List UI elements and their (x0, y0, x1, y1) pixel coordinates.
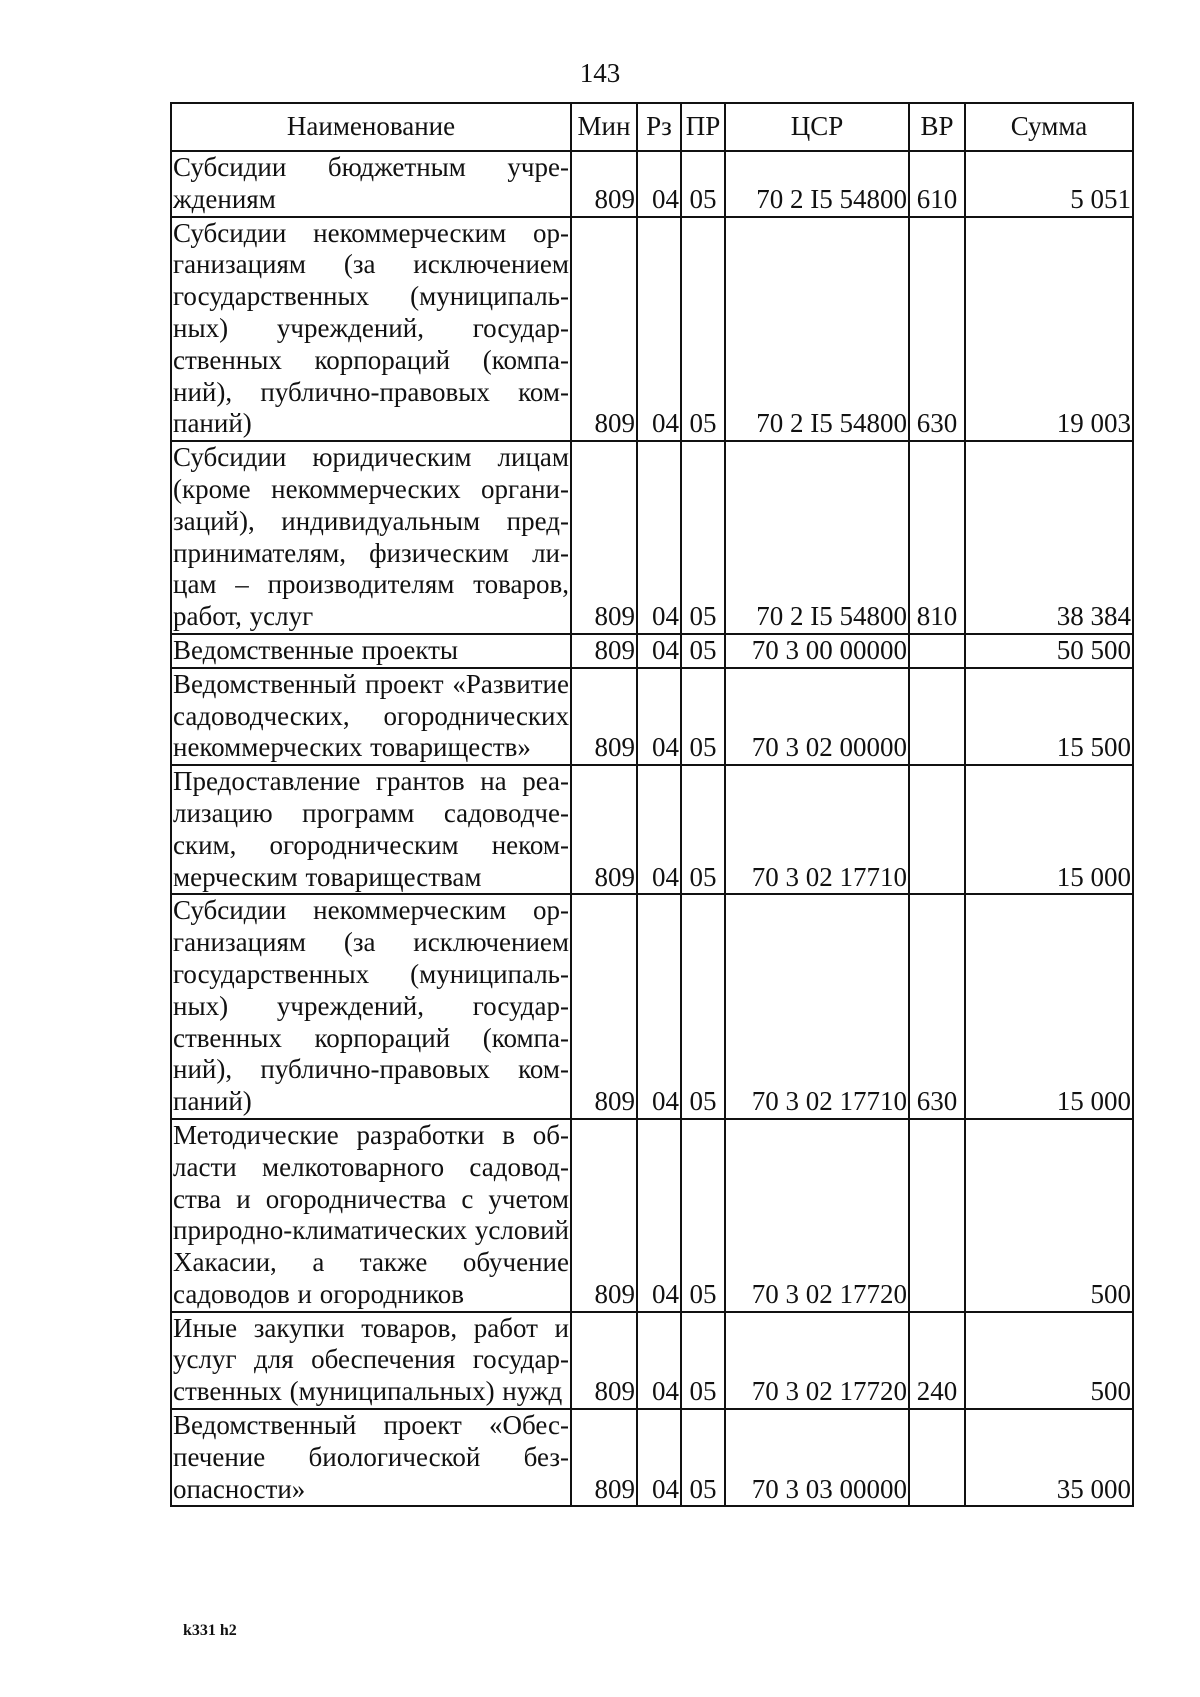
row-csr: 70 3 02 17710 (725, 765, 909, 894)
row-pr: 05 (681, 151, 725, 217)
row-pr: 05 (681, 765, 725, 894)
row-sum: 35 000 (965, 1409, 1133, 1506)
page-number: 143 (579, 58, 621, 88)
row-min: 809 (571, 151, 637, 217)
row-pr: 05 (681, 1119, 725, 1312)
row-min: 809 (571, 441, 637, 634)
row-csr: 70 3 00 00000 (725, 634, 909, 668)
row-rz: 04 (637, 1409, 681, 1506)
row-name: Субсидии бюджетным учреждениям (171, 151, 571, 217)
row-min: 809 (571, 217, 637, 442)
row-csr: 70 3 02 17720 (725, 1119, 909, 1312)
row-name: Субсидии юридическим лицам (кроме некоммерческих организаций), индивидуальным предпринимателям, физическим лицам – производителям товаров, работ, услуг (171, 441, 571, 634)
row-vr: 630 (909, 217, 965, 442)
row-sum: 5 051 (965, 151, 1133, 217)
row-csr: 70 3 02 17710 (725, 894, 909, 1119)
table-row (171, 1312, 1133, 1409)
footer-code: k331 h2 (183, 1622, 237, 1639)
header-name: Наименование (171, 103, 571, 151)
row-vr (909, 668, 965, 765)
row-min: 809 (571, 668, 637, 765)
row-name: Предоставление грантов на реализацию программ садоводческим, огородническим некоммерческим товариществам (171, 765, 571, 894)
row-vr: 610 (909, 151, 965, 217)
header-min: Мин (571, 103, 637, 151)
row-vr: 810 (909, 441, 965, 634)
row-rz: 04 (637, 441, 681, 634)
row-rz: 04 (637, 894, 681, 1119)
row-rz: 04 (637, 634, 681, 668)
row-name: Ведомственный проект «Обеспечение биологической безопасности» (171, 1409, 571, 1506)
row-sum: 500 (965, 1312, 1133, 1409)
header-sum: Сумма (965, 103, 1133, 151)
row-pr: 05 (681, 1312, 725, 1409)
table-row (171, 151, 1133, 217)
table-row (171, 634, 1133, 668)
header-vr: ВР (909, 103, 965, 151)
row-sum: 38 384 (965, 441, 1133, 634)
row-sum: 15 000 (965, 894, 1133, 1119)
table-row (171, 217, 1133, 442)
row-pr: 05 (681, 441, 725, 634)
row-min: 809 (571, 894, 637, 1119)
row-sum: 19 003 (965, 217, 1133, 442)
table-row (171, 1409, 1133, 1506)
row-name: Субсидии некоммерческим организациям (за исключением государственных (муниципальных) учреждений, государственных корпораций (компаний), публично-правовых компаний) (171, 217, 571, 442)
row-min: 809 (571, 765, 637, 894)
row-vr: 630 (909, 894, 965, 1119)
table-row (171, 765, 1133, 894)
row-vr (909, 1119, 965, 1312)
table-row (171, 1119, 1133, 1312)
row-vr (909, 634, 965, 668)
row-pr: 05 (681, 668, 725, 765)
row-pr: 05 (681, 634, 725, 668)
row-pr: 05 (681, 217, 725, 442)
row-vr: 240 (909, 1312, 965, 1409)
header-csr: ЦСР (725, 103, 909, 151)
row-name: Субсидии некоммерческим организациям (за исключением государственных (муниципальных) учреждений, государственных корпораций (компаний), публично-правовых компаний) (171, 894, 571, 1119)
row-vr (909, 1409, 965, 1506)
row-csr: 70 3 02 00000 (725, 668, 909, 765)
row-name: Ведомственный проект «Развитие садоводческих, огороднических некоммерческих товариществ» (171, 668, 571, 765)
row-min: 809 (571, 1312, 637, 1409)
row-min: 809 (571, 634, 637, 668)
row-csr: 70 3 03 00000 (725, 1409, 909, 1506)
row-vr (909, 765, 965, 894)
row-pr: 05 (681, 894, 725, 1119)
header-pr: ПР (681, 103, 725, 151)
row-min: 809 (571, 1409, 637, 1506)
row-csr: 70 2 I5 54800 (725, 441, 909, 634)
row-rz: 04 (637, 1119, 681, 1312)
row-pr: 05 (681, 1409, 725, 1506)
row-name: Иные закупки товаров, работ и услуг для обеспечения государственных (муниципальных) нужд (171, 1312, 571, 1409)
row-sum: 15 000 (965, 765, 1133, 894)
row-rz: 04 (637, 668, 681, 765)
table-row (171, 894, 1133, 1119)
table-header-row (171, 103, 1133, 151)
row-sum: 15 500 (965, 668, 1133, 765)
row-name: Методические разработки в области мелкотоварного садоводства и огородничества с учетом природно-климатических условий Хакасии, а также обучение садоводов и огородников (171, 1119, 571, 1312)
row-name: Ведомственные проекты (171, 634, 571, 668)
row-csr: 70 3 02 17720 (725, 1312, 909, 1409)
table-row (171, 668, 1133, 765)
row-min: 809 (571, 1119, 637, 1312)
row-rz: 04 (637, 765, 681, 894)
row-csr: 70 2 I5 54800 (725, 151, 909, 217)
row-sum: 50 500 (965, 634, 1133, 668)
budget-table (170, 102, 1134, 1507)
row-rz: 04 (637, 1312, 681, 1409)
header-rz: Рз (637, 103, 681, 151)
row-csr: 70 2 I5 54800 (725, 217, 909, 442)
row-rz: 04 (637, 217, 681, 442)
table-row (171, 441, 1133, 634)
row-sum: 500 (965, 1119, 1133, 1312)
row-rz: 04 (637, 151, 681, 217)
